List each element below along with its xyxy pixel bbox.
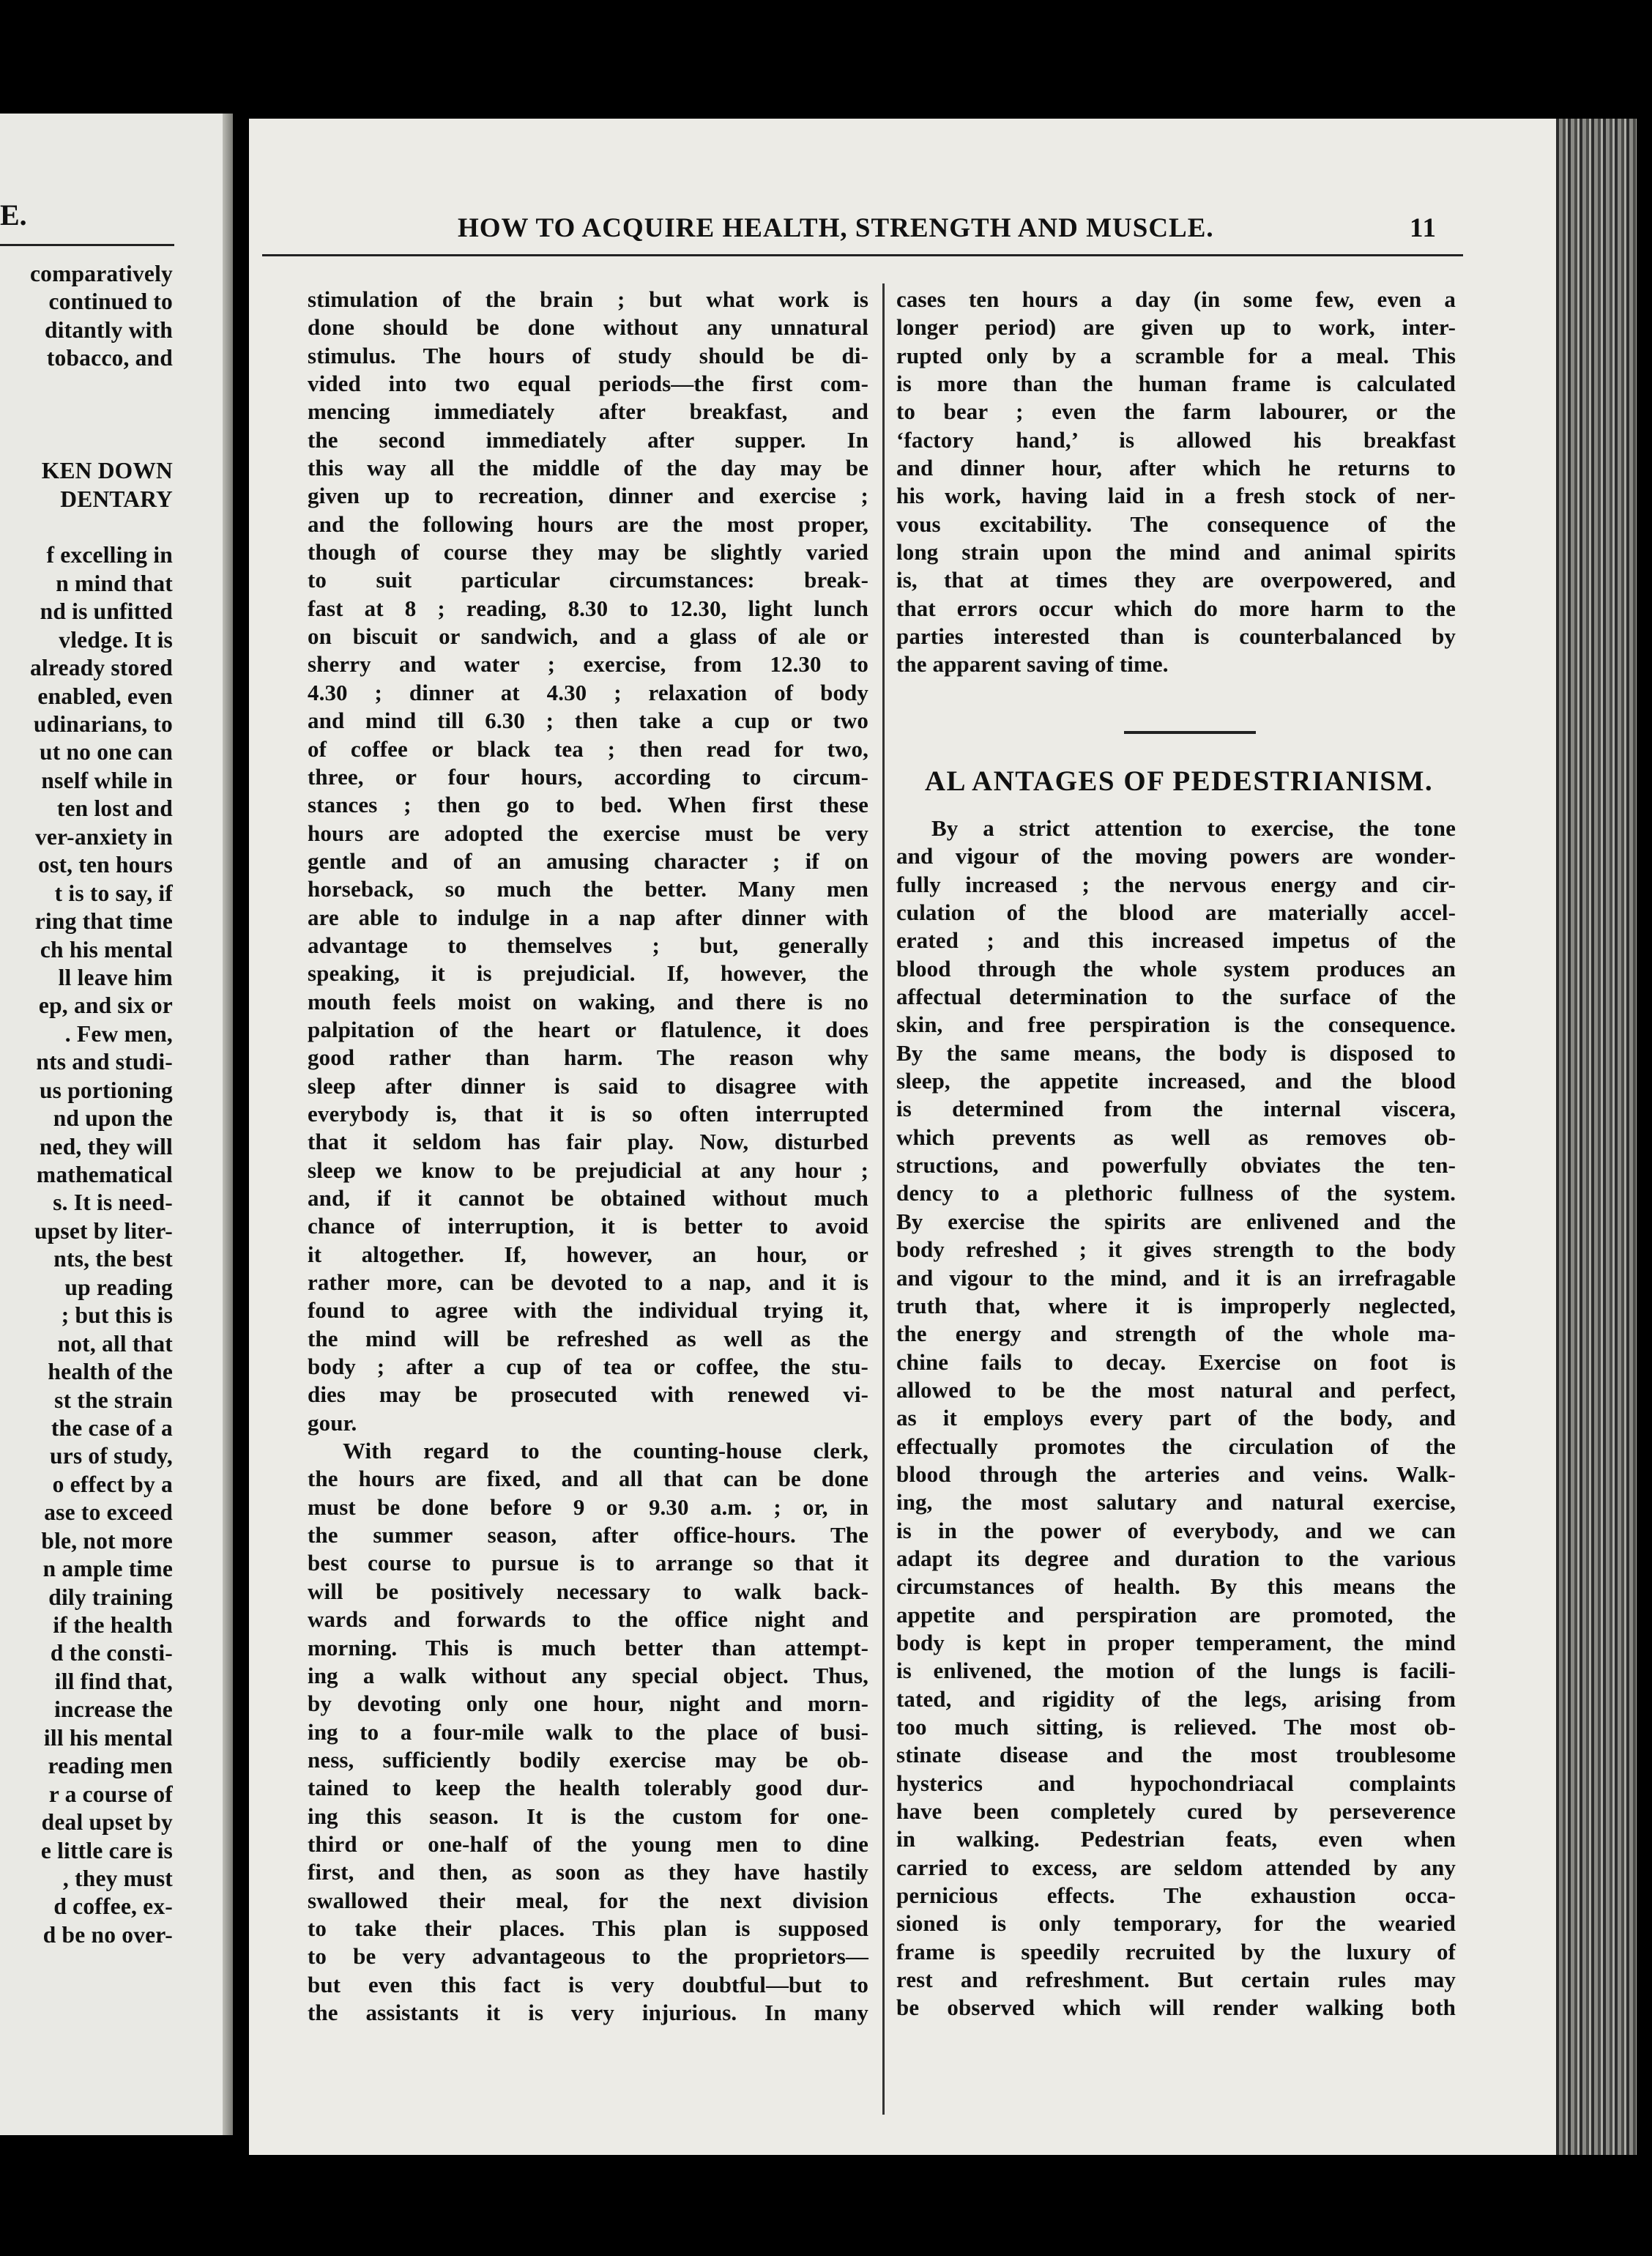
text-line: of coffee or black tea ; then read for two,: [308, 735, 868, 762]
text-line: everybody is, that it is so often interrupted: [308, 1100, 868, 1127]
text-line: swallowed their meal, for the next division: [308, 1887, 868, 1913]
text-line: stimulus. The hours of study should be di-: [308, 342, 868, 368]
text-line: found to agree with the individual trying it,: [308, 1297, 868, 1324]
text-line: pernicious effects. The exhaustion occa-: [896, 1882, 1456, 1909]
text-line: by devoting only one hour, night and morn-: [308, 1691, 868, 1717]
left-page-line: ep, and six or: [38, 992, 173, 1019]
text-line: fully increased ; the nervous energy and cir-: [896, 871, 1456, 897]
section-heading: AL ANTAGES OF PEDESTRIANISM.: [924, 765, 1434, 797]
text-line: third or one-half of the young men to dine: [308, 1830, 868, 1857]
left-page-line: [0, 429, 173, 457]
text-line: chance of interruption, it is better to avoid: [308, 1213, 868, 1239]
left-page-line: st the strain: [54, 1387, 173, 1413]
left-page-line: r a course of: [48, 1781, 173, 1807]
left-page-line: enabled, even: [37, 683, 173, 709]
text-line: longer period) are given up to work, inter-: [896, 314, 1456, 341]
left-page-line: deal upset by: [41, 1809, 173, 1836]
left-page-line: ch his mental: [40, 936, 173, 962]
left-page-line: increase the: [54, 1696, 173, 1723]
text-line: the mind will be refreshed as well as the: [308, 1325, 868, 1351]
text-line: it altogether. If, however, an hour, or: [308, 1241, 868, 1267]
text-line: must be done before 9 or 9.30 a.m. ; or, in: [308, 1494, 868, 1520]
text-line: speaking, it is prejudicial. If, however, the: [308, 960, 868, 987]
text-line: and dinner hour, after which he returns to: [896, 455, 1456, 481]
left-page-fragment: [0, 114, 233, 2135]
text-line: that it seldom has fair play. Now, disturbed: [308, 1129, 868, 1155]
page-edge-strip: [1556, 119, 1637, 2155]
text-line: hysterics and hypochondriacal complaints: [896, 1770, 1456, 1796]
text-line: ness, sufficiently bodily exercise may be ob-: [308, 1746, 868, 1773]
text-line: to bear ; even the farm labourer, or the: [896, 398, 1456, 425]
left-page-line: ring that time: [34, 908, 173, 935]
running-title: HOW TO ACQUIRE HEALTH, STRENGTH AND MUSCLE.: [458, 213, 1214, 243]
text-line: horseback, so much the better. Many men: [308, 876, 868, 902]
text-line: long strain upon the mind and animal spirits: [896, 539, 1456, 565]
left-header-rule: [0, 244, 174, 246]
page-number: 11: [1410, 213, 1437, 243]
left-page-line: tobacco, and: [46, 345, 173, 371]
text-line: ing, the most salutary and natural exercise,: [896, 1489, 1456, 1515]
left-page-line: ill find that,: [54, 1668, 173, 1694]
text-line: sleep we know to be prejudicial at any hour ;: [308, 1157, 868, 1183]
left-page-line: ost, ten hours: [38, 852, 173, 878]
text-line: this way all the middle of the day may be: [308, 455, 868, 481]
text-line: effectually promotes the circulation of the: [896, 1433, 1456, 1459]
text-line: the second immediately after supper. In: [308, 426, 868, 453]
text-line: appetite and perspiration are promoted, the: [896, 1601, 1456, 1628]
text-line: is determined from the internal viscera,: [896, 1096, 1456, 1122]
text-line: body is kept in proper temperament, the mind: [896, 1629, 1456, 1655]
left-page-line: ten lost and: [56, 795, 173, 822]
text-line: 4.30 ; dinner at 4.30 ; relaxation of body: [308, 679, 868, 705]
text-line: his work, having laid in a fresh stock of ner-: [896, 483, 1456, 509]
left-page-line: ver-anxiety in: [35, 823, 173, 850]
text-line: and vigour to the mind, and it is an irrefragable: [896, 1264, 1456, 1291]
text-line: on biscuit or sandwich, and a glass of ale or: [308, 623, 868, 650]
text-line: be observed which will render walking both: [896, 1995, 1456, 2021]
left-page-line: nts, the best: [53, 1246, 173, 1272]
text-line: is in the power of everybody, and we can: [896, 1517, 1456, 1543]
text-line: is more than the human frame is calculated: [896, 371, 1456, 397]
text-line: By a strict attention to exercise, the tone: [931, 815, 1456, 841]
left-page-line: dily training: [48, 1584, 173, 1610]
left-page-line: s. It is need-: [53, 1190, 173, 1216]
text-line: the hours are fixed, and all that can be done: [308, 1466, 868, 1492]
text-line: carried to excess, are seldom attended by any: [896, 1854, 1456, 1880]
text-line: to take their places. This plan is supposed: [308, 1915, 868, 1941]
text-line: stances ; then go to bed. When first these: [308, 792, 868, 818]
text-line: parties interested than is counterbalanced by: [896, 623, 1456, 650]
text-line: are able to indulge in a nap after dinner with: [308, 904, 868, 930]
text-line: affectual determination to the surface of the: [896, 984, 1456, 1010]
section-separator-rule: [1124, 731, 1256, 734]
text-line: mencing immediately after breakfast, and: [308, 398, 868, 425]
text-line: too much sitting, is relieved. The most ob-: [896, 1714, 1456, 1740]
left-page-line: ned, they will: [39, 1133, 173, 1159]
left-page-line: f excelling in: [46, 542, 173, 568]
left-page-line: vledge. It is: [59, 626, 173, 653]
left-page-line: nself while in: [41, 767, 173, 793]
header-rule: [262, 254, 1463, 256]
text-line: three, or four hours, according to circum-: [308, 763, 868, 790]
left-page-line: KEN DOWN: [41, 458, 173, 484]
text-line: vous excitability. The consequence of the: [896, 511, 1456, 537]
text-line: dies may be prosecuted with renewed vi-: [308, 1381, 868, 1408]
left-page-line: the case of a: [51, 1414, 173, 1441]
text-line: With regard to the counting-house clerk,: [343, 1438, 868, 1464]
text-line: is enlivened, the motion of the lungs is facili-: [896, 1658, 1456, 1684]
text-line: but even this fact is very doubtful—but to: [308, 1971, 868, 1997]
text-line: to be very advantageous to the proprietors—: [308, 1943, 868, 1970]
text-column-right-top: [896, 286, 1456, 679]
text-line: and the following hours are the most proper,: [308, 511, 868, 537]
text-line: and vigour of the moving powers are wonder-: [896, 843, 1456, 869]
left-page-line: , they must: [62, 1865, 173, 1891]
text-line: palpitation of the heart or flatulence, it does: [308, 1016, 868, 1042]
left-page-line: DENTARY: [60, 486, 173, 512]
left-page-line: n mind that: [56, 570, 173, 596]
left-page-line: [0, 513, 173, 541]
left-page-line: ut no one can: [39, 739, 173, 765]
text-line: adapt its degree and duration to the various: [896, 1545, 1456, 1571]
text-line: body refreshed ; it gives strength to the body: [896, 1236, 1456, 1263]
text-line: ing this season. It is the custom for one-: [308, 1803, 868, 1829]
left-page-line: [0, 373, 173, 401]
text-line: chine fails to decay. Exercise on foot is: [896, 1348, 1456, 1375]
left-page-line: n ample time: [42, 1556, 173, 1582]
left-page-line: ditantly with: [44, 316, 173, 343]
text-line: cases ten hours a day (in some few, even a: [896, 286, 1456, 312]
text-line: the apparent saving of time.: [896, 651, 1169, 678]
text-line: good rather than harm. The reason why: [308, 1044, 868, 1071]
text-column-left: [308, 286, 868, 2027]
left-page-line: d coffee, ex-: [53, 1893, 173, 1920]
left-page-line: . Few men,: [64, 1020, 173, 1047]
left-page-line: e little care is: [40, 1837, 173, 1863]
text-line: fast at 8 ; reading, 8.30 to 12.30, light lunch: [308, 595, 868, 621]
text-line: the energy and strength of the whole ma-: [896, 1321, 1456, 1347]
text-line: wards and forwards to the office night and: [308, 1606, 868, 1633]
text-line: sleep, the appetite increased, and the blood: [896, 1068, 1456, 1094]
text-line: mouth feels moist on waking, and there is no: [308, 988, 868, 1014]
text-line: tained to keep the health tolerably good dur-: [308, 1775, 868, 1801]
left-page-column: [0, 260, 173, 1949]
text-line: rupted only by a scramble for a meal. This: [896, 342, 1456, 368]
left-page-line: mathematical: [36, 1162, 173, 1187]
text-line: advantage to themselves ; but, generally: [308, 932, 868, 958]
text-line: By the same means, the body is disposed to: [896, 1039, 1456, 1066]
left-page-line: d the consti-: [50, 1640, 173, 1666]
left-page-line: health of the: [48, 1359, 173, 1385]
left-running-head: E.: [0, 198, 27, 231]
text-line: which prevents as well as removes ob-: [896, 1124, 1456, 1150]
text-line: tated, and rigidity of the legs, arising from: [896, 1685, 1456, 1712]
left-page-line: not, all that: [57, 1330, 173, 1357]
left-page-line: ll leave him: [58, 964, 173, 990]
left-page-line: us portioning: [39, 1077, 173, 1103]
text-line: culation of the blood are materially accel-: [896, 899, 1456, 926]
left-page-line: if the health: [53, 1612, 173, 1638]
text-line: frame is speedily recruited by the luxury of: [896, 1938, 1456, 1964]
left-page-line: ill his mental: [43, 1724, 173, 1751]
left-page-line: urs of study,: [49, 1443, 173, 1469]
text-line: blood through the whole system produces an: [896, 955, 1456, 982]
text-line: sioned is only temporary, for the wearied: [896, 1910, 1456, 1937]
text-line: best course to pursue is to arrange so that it: [308, 1550, 868, 1576]
text-line: vided into two equal periods—the first com-: [308, 371, 868, 397]
text-line: first, and then, as soon as they have hastily: [308, 1859, 868, 1885]
left-page-line: comparatively: [29, 261, 173, 286]
page-gutter: [223, 114, 233, 2135]
text-column-right-bottom: [896, 815, 1456, 2022]
column-divider: [882, 283, 885, 2115]
text-line: the assistants it is very injurious. In many: [308, 1999, 868, 2025]
left-page-line: ble, not more: [41, 1527, 173, 1554]
left-page-line: udinarians, to: [33, 711, 173, 737]
text-line: and mind till 6.30 ; then take a cup or two: [308, 708, 868, 734]
text-line: stinate disease and the most troublesome: [896, 1742, 1456, 1768]
text-line: structions, and powerfully obviates the ten-: [896, 1152, 1456, 1179]
text-line: rather more, can be devoted to a nap, and it is: [308, 1269, 868, 1296]
left-page-line: already stored: [30, 655, 173, 681]
text-line: skin, and free perspiration is the consequence.: [896, 1012, 1456, 1038]
text-line: to suit particular circumstances: break-: [308, 567, 868, 593]
left-page-line: [0, 401, 173, 428]
text-line: stimulation of the brain ; but what work is: [308, 286, 868, 312]
text-line: ‘factory hand,’ is allowed his breakfast: [896, 426, 1456, 453]
right-page: [249, 119, 1637, 2155]
text-line: sleep after dinner is said to disagree with: [308, 1072, 868, 1099]
left-page-line: t is to say, if: [54, 880, 173, 906]
left-page-line: upset by liter-: [34, 1217, 173, 1244]
left-page-line: ase to exceed: [44, 1499, 173, 1526]
left-page-line: reading men: [48, 1753, 173, 1779]
running-header: [249, 212, 1508, 249]
text-line: ing to a four-mile walk to the place of busi-: [308, 1718, 868, 1745]
text-line: truth that, where it is improperly neglected,: [896, 1292, 1456, 1318]
text-line: sherry and water ; exercise, from 12.30 to: [308, 651, 868, 678]
text-line: blood through the arteries and veins. Walk-: [896, 1461, 1456, 1487]
text-line: morning. This is much better than attempt-: [308, 1634, 868, 1661]
text-line: given up to recreation, dinner and exercise ;: [308, 483, 868, 509]
text-line: erated ; and this increased impetus of the: [896, 927, 1456, 954]
text-line: the summer season, after office-hours. The: [308, 1522, 868, 1548]
text-line: body ; after a cup of tea or coffee, the stu-: [308, 1354, 868, 1380]
text-line: rest and refreshment. But certain rules may: [896, 1967, 1456, 1993]
left-page-line: nd upon the: [53, 1105, 173, 1132]
text-line: By exercise the spirits are enlivened and the: [896, 1208, 1456, 1234]
text-line: gentle and of an amusing character ; if on: [308, 847, 868, 874]
left-page-line: nts and studi-: [36, 1049, 173, 1075]
text-line: hours are adopted the exercise must be very: [308, 820, 868, 846]
text-line: is, that at times they are overpowered, and: [896, 567, 1456, 593]
text-line: have been completely cured by perseverence: [896, 1798, 1456, 1825]
text-line: ing a walk without any special object. Thus,: [308, 1662, 868, 1688]
text-line: done should be done without any unnatural: [308, 314, 868, 341]
text-line: though of course they may be slightly varied: [308, 539, 868, 565]
text-line: that errors occur which do more harm to the: [896, 595, 1456, 621]
left-page-line: ; but this is: [61, 1302, 173, 1329]
text-line: and, if it cannot be obtained without much: [308, 1185, 868, 1211]
text-line: circumstances of health. By this means the: [896, 1573, 1456, 1600]
left-page-line: up reading: [64, 1274, 173, 1300]
left-page-line: continued to: [48, 289, 173, 315]
text-line: will be positively necessary to walk back-: [308, 1578, 868, 1604]
text-line: as it employs every part of the body, and: [896, 1405, 1456, 1431]
left-page-line: o effect by a: [52, 1471, 173, 1497]
left-page-line: nd is unfitted: [40, 598, 173, 625]
text-line: in walking. Pedestrian feats, even when: [896, 1826, 1456, 1852]
text-line: allowed to be the most natural and perfect,: [896, 1376, 1456, 1403]
left-page-line: d be no over-: [42, 1921, 173, 1948]
text-line: dency to a plethoric fullness of the system.: [896, 1180, 1456, 1206]
text-line: gour.: [308, 1409, 357, 1436]
